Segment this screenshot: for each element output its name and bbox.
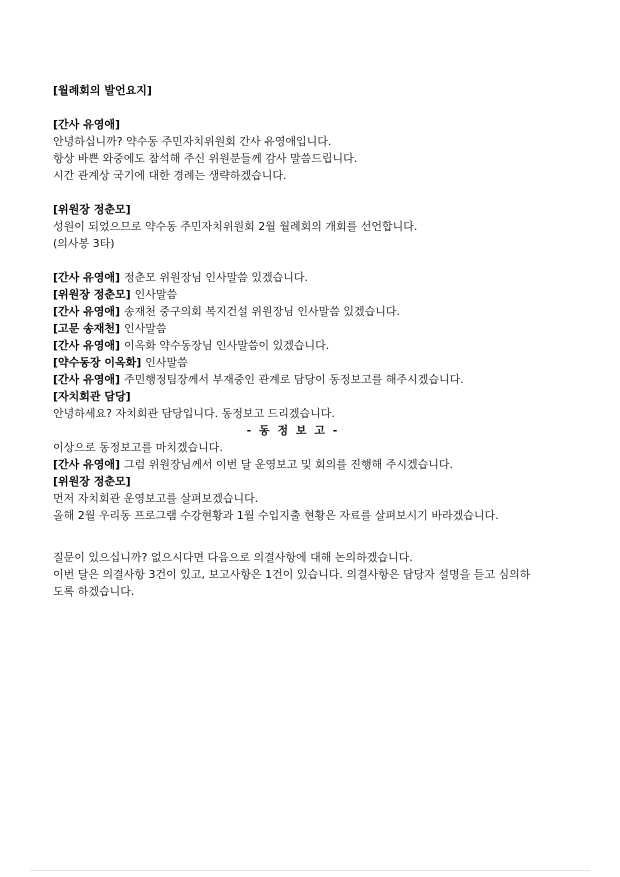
remark-text: 주민행정팀장께서 부재중인 관계로 담당이 동정보고를 해주시겠습니다. [124, 373, 464, 386]
remark-row [53, 456, 553, 473]
remark-text: 인사말씀 [134, 288, 178, 301]
remark-text: 정춘모 위원장님 인사말씀 있겠습니다. [124, 271, 309, 284]
remark-line: 먼저 자치회관 운영보고를 살펴보겠습니다. [53, 492, 259, 505]
section-title: - 동 정 보 고 - [246, 424, 340, 437]
remark-line: (의사봉 3타) [53, 237, 115, 250]
remark-text: 인사말씀 [145, 356, 188, 369]
remark-text: 그럼 위원장님께서 이번 달 운영보고 및 회의를 진행해 주시겠습니다. [124, 458, 454, 471]
speaker-label: [간사 유영애] [53, 271, 121, 284]
remark-line: 질문이 있으십니까? 없으시다면 다음으로 의결사항에 대해 논의하겠습니다. [53, 551, 413, 564]
remark-row [53, 269, 553, 286]
remark-line: 올해 2월 우리동 프로그램 수강현황과 1월 수입지출 현황은 자료를 살펴보시기 바라겠습니다. [53, 509, 499, 522]
remark-line: 시간 관계상 국기에 대한 경례는 생략하겠습니다. [53, 169, 287, 182]
speaker-label: [위원장 정춘모] [53, 288, 131, 301]
remark-text: 이옥화 약수동장님 인사말씀이 있겠습니다. [124, 339, 330, 352]
remark-row [53, 286, 553, 303]
remark-text: 송재천 중구의회 복지건설 위원장님 인사말씀 있겠습니다. [124, 305, 401, 318]
remark-line: 이상으로 동정보고를 마치겠습니다. [53, 441, 223, 454]
speaker-label: [간사 유영애] [53, 373, 121, 386]
speaker-label: [약수동장 이옥화] [53, 356, 142, 369]
remark-line: 안녕하십니까? 약수동 주민자치위원회 간사 유영애입니다. [53, 135, 332, 148]
remark-row [53, 354, 553, 371]
speaker-label: [위원장 정춘모] [53, 475, 131, 488]
speaker-label: [자치회관 담당] [53, 390, 131, 403]
speaker-label: [간사 유영애] [53, 305, 121, 318]
remark-line: 성원이 되었으므로 약수동 주민자치위원회 2월 월례회의 개회를 선언합니다. [53, 220, 418, 233]
remark-line: 안녕하세요? 자치회관 담당입니다. 동정보고 드리겠습니다. [53, 407, 335, 420]
remark-text: 인사말씀 [124, 322, 167, 335]
speaker-label: [간사 유영애] [53, 118, 121, 131]
speaker-label: [위원장 정춘모] [53, 203, 131, 216]
document-heading: [월례회의 발언요지] [53, 84, 152, 97]
remark-row [53, 320, 553, 337]
meeting-remarks-body [53, 82, 553, 600]
remark-row [53, 337, 553, 354]
remark-line: 이번 달은 의결사항 3건이 있고, 보고사항은 1건이 있습니다. 의결사항은 담당자 설명을 듣고 심의하도록 하겠습니다. [53, 568, 531, 598]
remark-line: 항상 바쁜 와중에도 참석해 주신 위원분들께 감사 말씀드립니다. [53, 152, 358, 165]
speaker-label: [간사 유영애] [53, 339, 121, 352]
page-bottom-divider [30, 870, 590, 871]
remark-row [53, 303, 553, 320]
remark-row [53, 371, 553, 388]
speaker-label: [고문 송재천] [53, 322, 121, 335]
speaker-label: [간사 유영애] [53, 458, 121, 471]
